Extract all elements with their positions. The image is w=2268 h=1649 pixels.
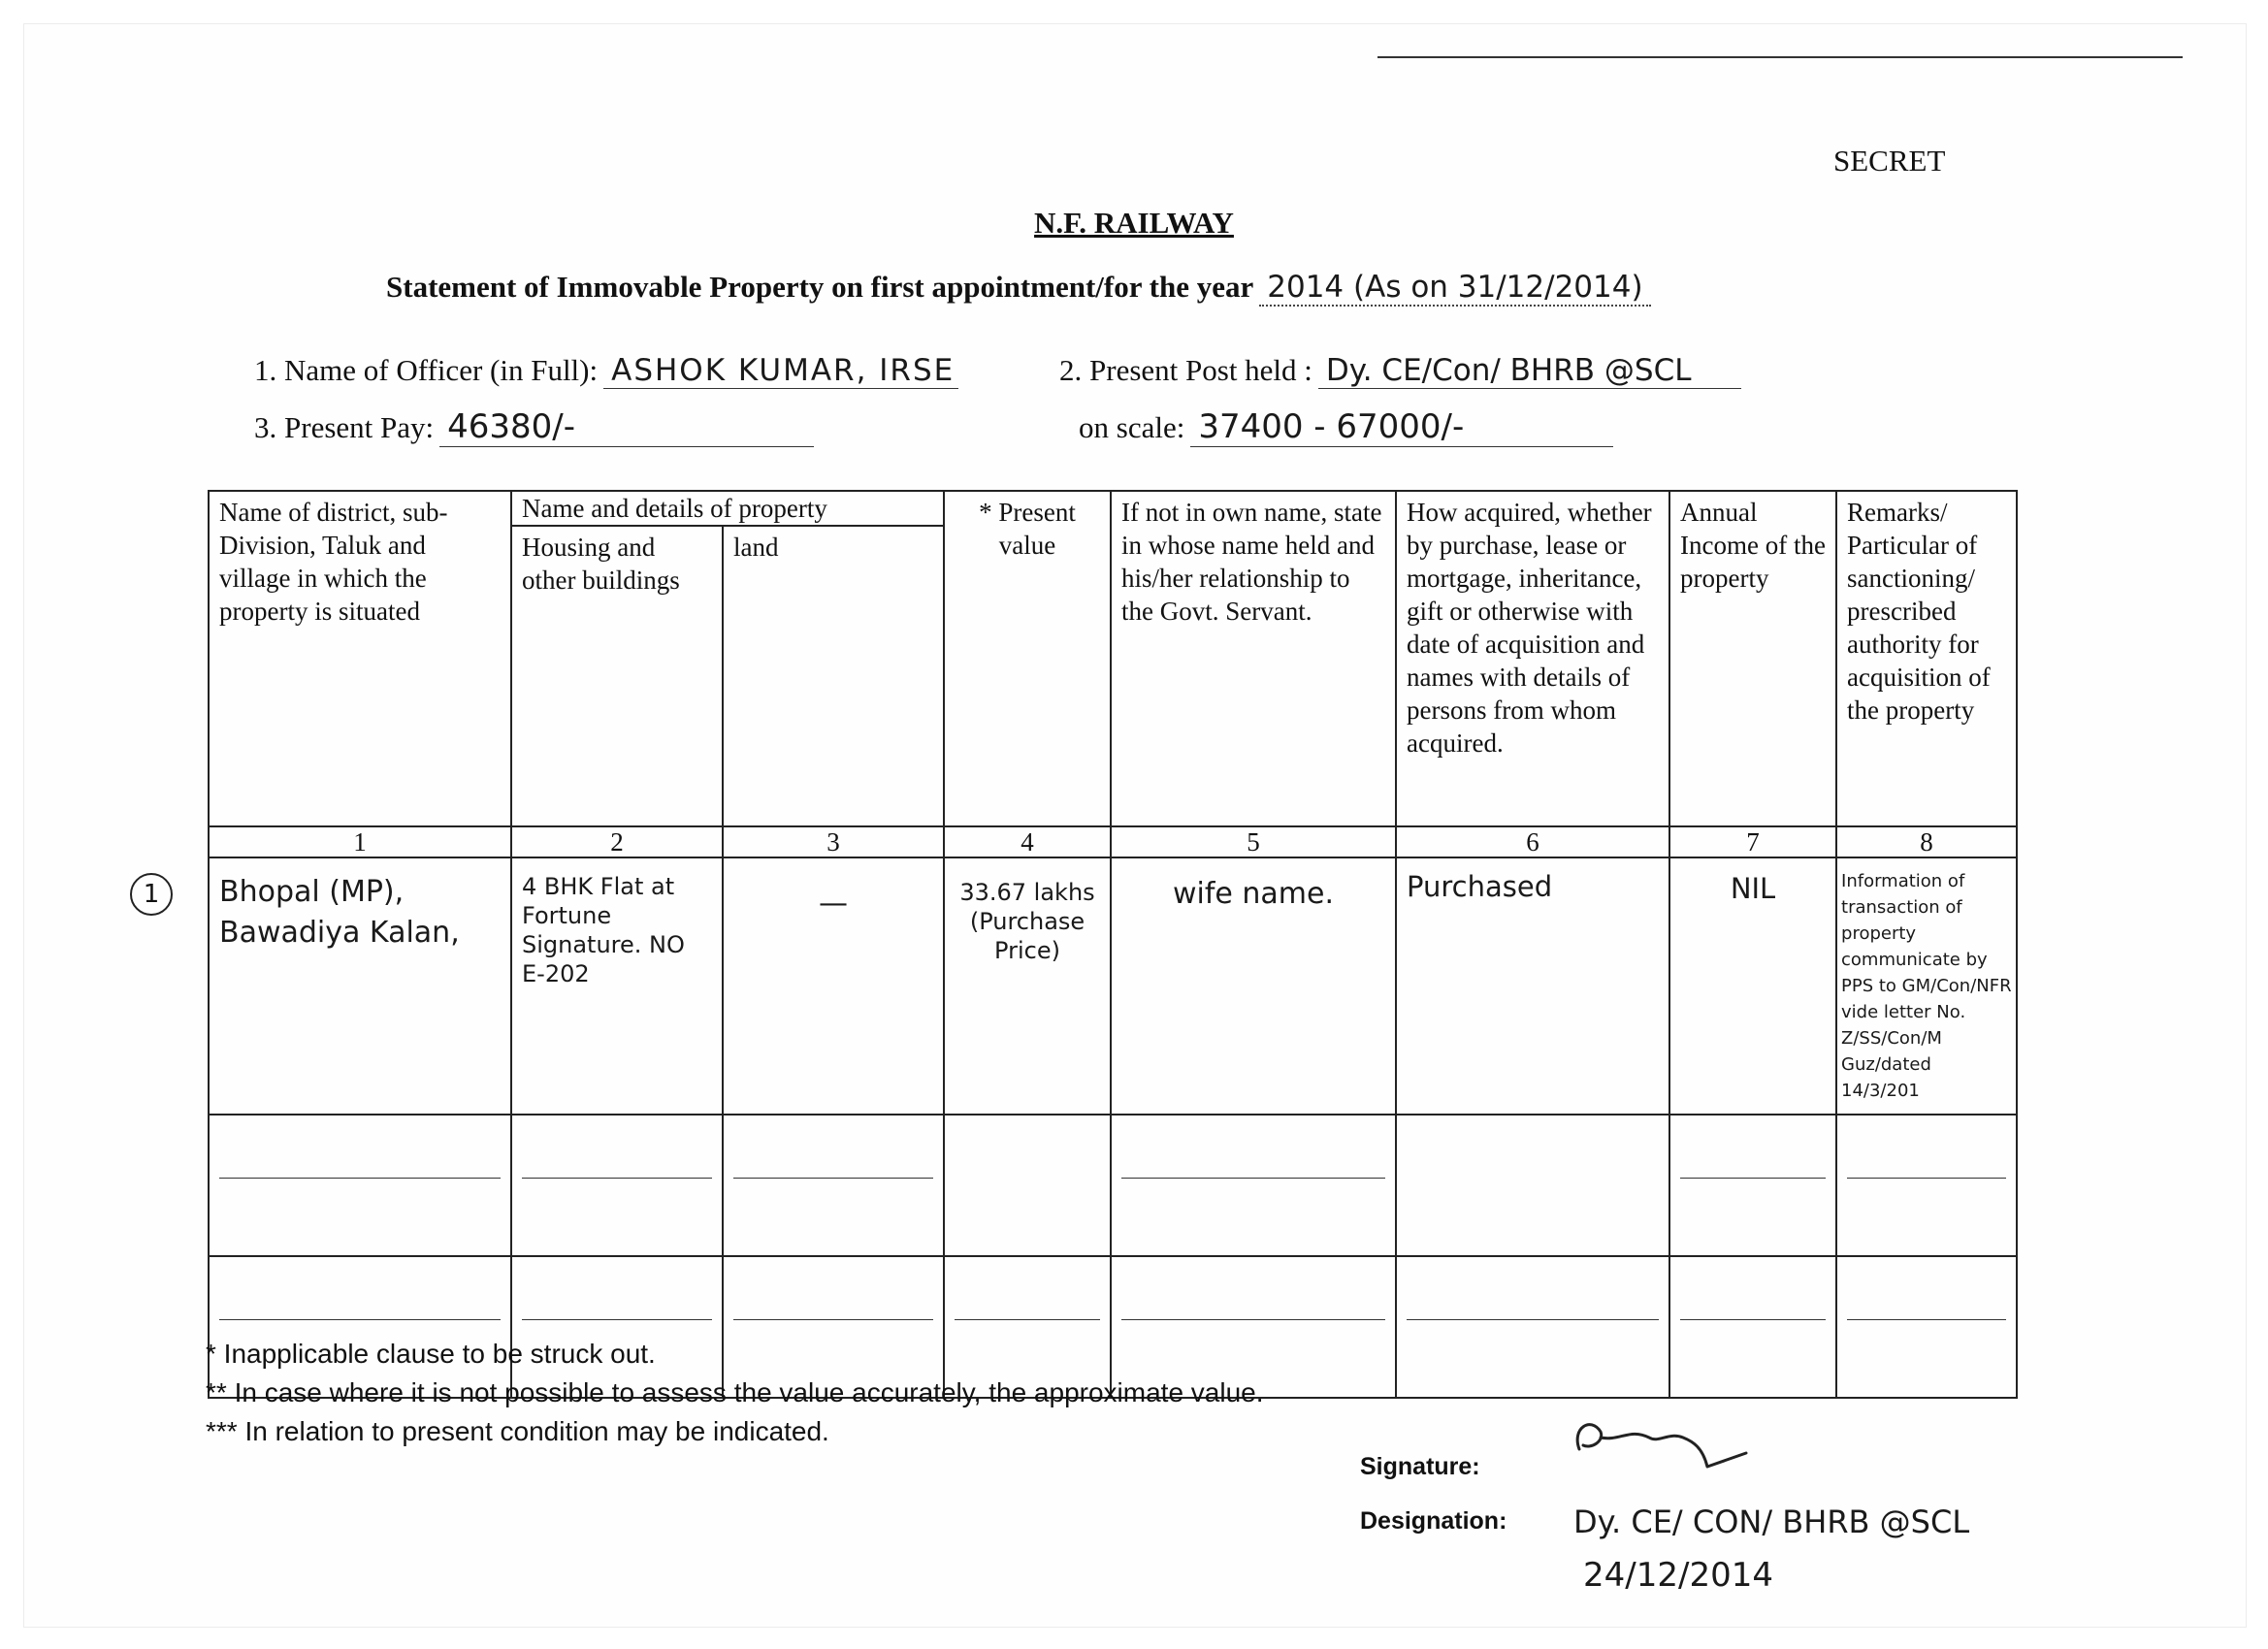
empty-cell — [1669, 1256, 1836, 1398]
header-own-name: If not in own name, state in whose name held and his/her relationship to the Govt. Servant. — [1111, 491, 1396, 826]
top-rule — [1377, 56, 2183, 58]
strike-line — [1680, 1319, 1826, 1320]
strike-line — [1121, 1178, 1385, 1179]
table-row — [209, 857, 2017, 1115]
handwritten-signature — [1562, 1408, 1756, 1476]
empty-cell — [511, 1115, 723, 1256]
header-annual-income: Annual Income of the property — [1669, 491, 1836, 826]
officer-name-label: 1. Name of Officer (in Full): — [254, 353, 599, 387]
col-number: 2 — [511, 826, 723, 857]
header-present-value: * Present value — [944, 491, 1111, 826]
column-number-row — [209, 826, 2017, 857]
secret-label: SECRET — [1833, 144, 1946, 178]
header-property-group: Name and details of property — [511, 491, 944, 526]
strike-line — [733, 1178, 933, 1179]
cell-district: Bhopal (MP), Bawadiya Kalan, — [209, 857, 511, 1115]
post-held-value: Dy. CE/Con/ BHRB @SCL — [1318, 353, 1741, 389]
year-value: 2014 (As on 31/12/2014) — [1259, 270, 1650, 307]
col-number: 3 — [723, 826, 944, 857]
header-row-1 — [209, 491, 2017, 526]
cell-land: — — [723, 857, 944, 1115]
header-land: land — [723, 526, 944, 826]
empty-cell — [1396, 1115, 1669, 1256]
cell-annual-income: NIL — [1669, 857, 1836, 1115]
strike-line — [1680, 1178, 1826, 1179]
col-number: 7 — [1669, 826, 1836, 857]
col-number: 6 — [1396, 826, 1669, 857]
officer-name-value: ASHOK KUMAR, IRSE — [603, 353, 958, 389]
signature-date: 24/12/2014 — [1583, 1556, 1773, 1595]
empty-cell — [209, 1115, 511, 1256]
cell-present-value: 33.67 lakhs (Purchase Price) — [944, 857, 1111, 1115]
empty-cell — [1669, 1115, 1836, 1256]
designation-label: Designation: — [1360, 1507, 1507, 1535]
property-table — [208, 490, 2018, 1399]
strike-line — [955, 1319, 1100, 1320]
strike-line — [1121, 1319, 1385, 1320]
officer-name-field — [254, 353, 958, 389]
row-number-marker: 1 — [130, 873, 173, 916]
strike-line — [219, 1319, 501, 1320]
header-district: Name of district, sub-Division, Taluk and village in which the property is situated — [209, 491, 511, 826]
col-number: 5 — [1111, 826, 1396, 857]
empty-cell — [723, 1115, 944, 1256]
statement-title — [386, 270, 1651, 307]
strike-line — [219, 1178, 501, 1179]
table-row — [209, 1115, 2017, 1256]
cell-how-acquired: Purchased — [1396, 857, 1669, 1115]
header-remarks: Remarks/ Particular of sanctioning/ prescribed authority for acquisition of the property — [1836, 491, 2017, 826]
strike-line — [522, 1319, 712, 1320]
strike-line — [1847, 1319, 2006, 1320]
strike-line — [1407, 1319, 1659, 1320]
designation-value: Dy. CE/ CON/ BHRB @SCL — [1573, 1504, 1970, 1540]
footnotes — [206, 1335, 1264, 1451]
post-held-label: 2. Present Post held : — [1059, 353, 1312, 387]
strike-line — [1847, 1178, 2006, 1179]
empty-cell — [1836, 1256, 2017, 1398]
present-pay-label: 3. Present Pay: — [254, 410, 435, 444]
scale-value: 37400 - 67000/- — [1190, 407, 1613, 447]
footnote: * Inapplicable clause to be struck out. — [206, 1339, 656, 1369]
empty-cell — [944, 1115, 1111, 1256]
col-number: 4 — [944, 826, 1111, 857]
strike-line — [522, 1178, 712, 1179]
footnote: ** In case where it is not possible to assess the value accurately, the approximate value. — [206, 1377, 1264, 1407]
col-number: 1 — [209, 826, 511, 857]
scale-label: on scale: — [1079, 410, 1185, 444]
col-number: 8 — [1836, 826, 2017, 857]
post-held-field — [1059, 353, 1741, 389]
cell-own-name: wife name. — [1111, 857, 1396, 1115]
strike-line — [733, 1319, 933, 1320]
footnote: *** In relation to present condition may be indicated. — [206, 1416, 829, 1446]
signature-label: Signature: — [1360, 1453, 1480, 1480]
header-how-acquired: How acquired, whether by purchase, lease or mortgage, inheritance, gift or otherwise with date of acquisition and names with details of persons from whom acquired. — [1396, 491, 1669, 826]
empty-cell — [1836, 1115, 2017, 1256]
empty-cell — [1396, 1256, 1669, 1398]
statement-title-text: Statement of Immovable Property on first appointment/for the year — [386, 270, 1254, 304]
cell-remarks: Information of transaction of property communicate by PPS to GM/Con/NFR vide letter No. Z/SS/Con/M Guz/dated 14/3/201 — [1836, 857, 2017, 1115]
header-housing: Housing and other buildings — [511, 526, 723, 826]
present-pay-value: 46380/- — [439, 407, 814, 447]
present-pay-field — [254, 407, 814, 447]
scale-field — [1079, 407, 1613, 447]
cell-housing: 4 BHK Flat at Fortune Signature. NO E-202 — [511, 857, 723, 1115]
org-title: N.F. RAILWAY — [1034, 206, 1234, 240]
empty-cell — [1111, 1115, 1396, 1256]
